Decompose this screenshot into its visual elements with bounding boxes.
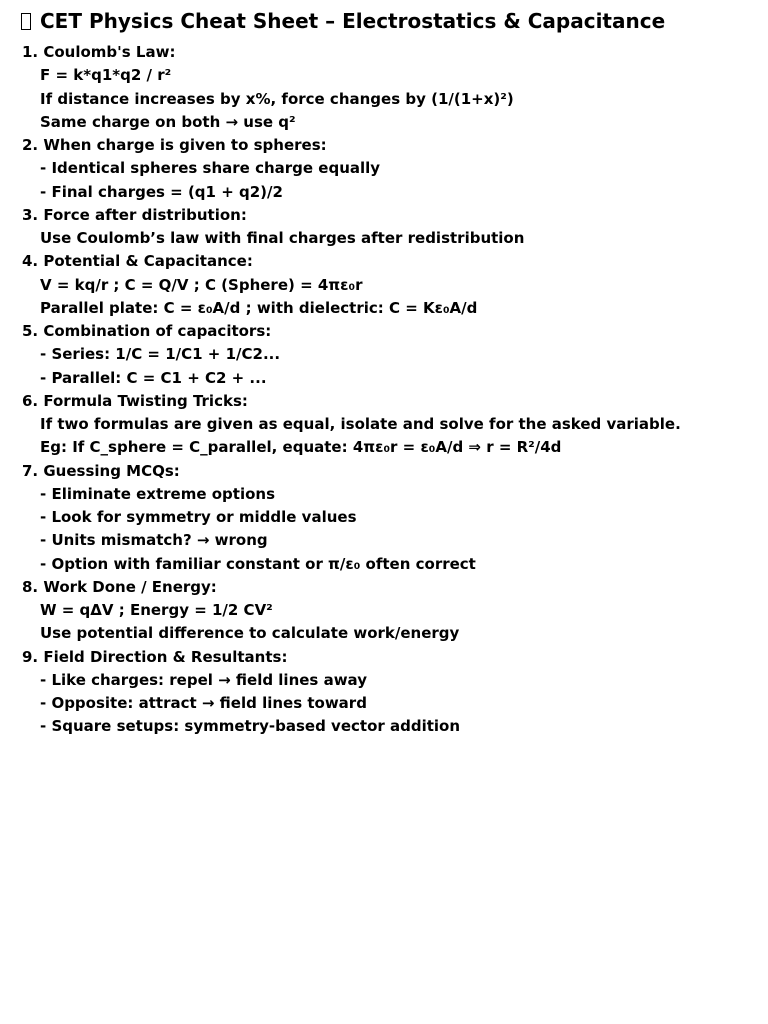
section-heading: 7. Guessing MCQs: — [22, 461, 180, 480]
section-heading: 2. When charge is given to spheres: — [22, 136, 327, 154]
section-detail-line: - Opposite: attract → field lines toward — [40, 694, 367, 712]
section-heading: 1. Coulomb's Law: — [22, 43, 176, 61]
section-detail-line: Use potential difference to calculate work/energy — [40, 624, 460, 643]
section-detail-line: - Square setups: symmetry-based vector addition — [40, 717, 461, 736]
page-title-text: CET Physics Cheat Sheet – Electrostatics & Capacitance — [40, 9, 666, 33]
section-heading: 6. Formula Twisting Tricks: — [22, 391, 248, 410]
section-detail-line: W = qΔV ; Energy = 1/2 CV² — [40, 601, 273, 619]
section-heading: 4. Potential & Capacitance: — [22, 252, 253, 271]
section-detail-line: V = kq/r ; C = Q/V ; C (Sphere) = 4πε₀r — [40, 275, 363, 294]
section-detail-line: Use Coulomb’s law with final charges after redistribution — [40, 229, 525, 247]
section-detail-line: - Series: 1/C = 1/C1 + 1/C2... — [40, 345, 281, 364]
section-detail-line: Same charge on both → use q² — [40, 112, 296, 131]
section-heading: 9. Field Direction & Resultants: — [22, 647, 288, 666]
section-detail-line: - Parallel: C = C1 + C2 + ... — [40, 368, 267, 387]
section-detail-line: - Units mismatch? → wrong — [40, 531, 268, 550]
section-detail-line: If distance increases by x%, force changes by (1/(1+x)²) — [40, 89, 514, 108]
section-detail-line: - Option with familiar constant or π/ε₀ often correct — [40, 554, 476, 573]
section-detail-line: - Final charges = (q1 + q2)/2 — [40, 182, 283, 201]
section-detail-line: - Eliminate extreme options — [40, 484, 275, 503]
section-heading: 8. Work Done / Energy: — [22, 577, 217, 596]
section-detail-line: If two formulas are given as equal, isolate and solve for the asked variable. — [40, 415, 681, 433]
section-detail-line: - Identical spheres share charge equally — [40, 159, 381, 178]
section-detail-line: Eg: If C_sphere = C_parallel, equate: 4πε₀r = ε₀A/d ⇒ r = R²/4d — [40, 438, 562, 457]
section-detail-line: Parallel plate: C = ε₀A/d ; with dielectric: C = Kε₀A/d — [40, 298, 478, 317]
section-detail-line: F = k*q1*q2 / r² — [40, 66, 172, 85]
section-detail-line: - Look for symmetry or middle values — [40, 508, 357, 526]
section-heading: 3. Force after distribution: — [22, 205, 247, 224]
section-detail-line: - Like charges: repel → field lines away — [40, 670, 367, 689]
section-heading: 5. Combination of capacitors: — [22, 322, 272, 340]
page-title — [21, 7, 665, 35]
missing-glyph-icon — [21, 13, 31, 30]
